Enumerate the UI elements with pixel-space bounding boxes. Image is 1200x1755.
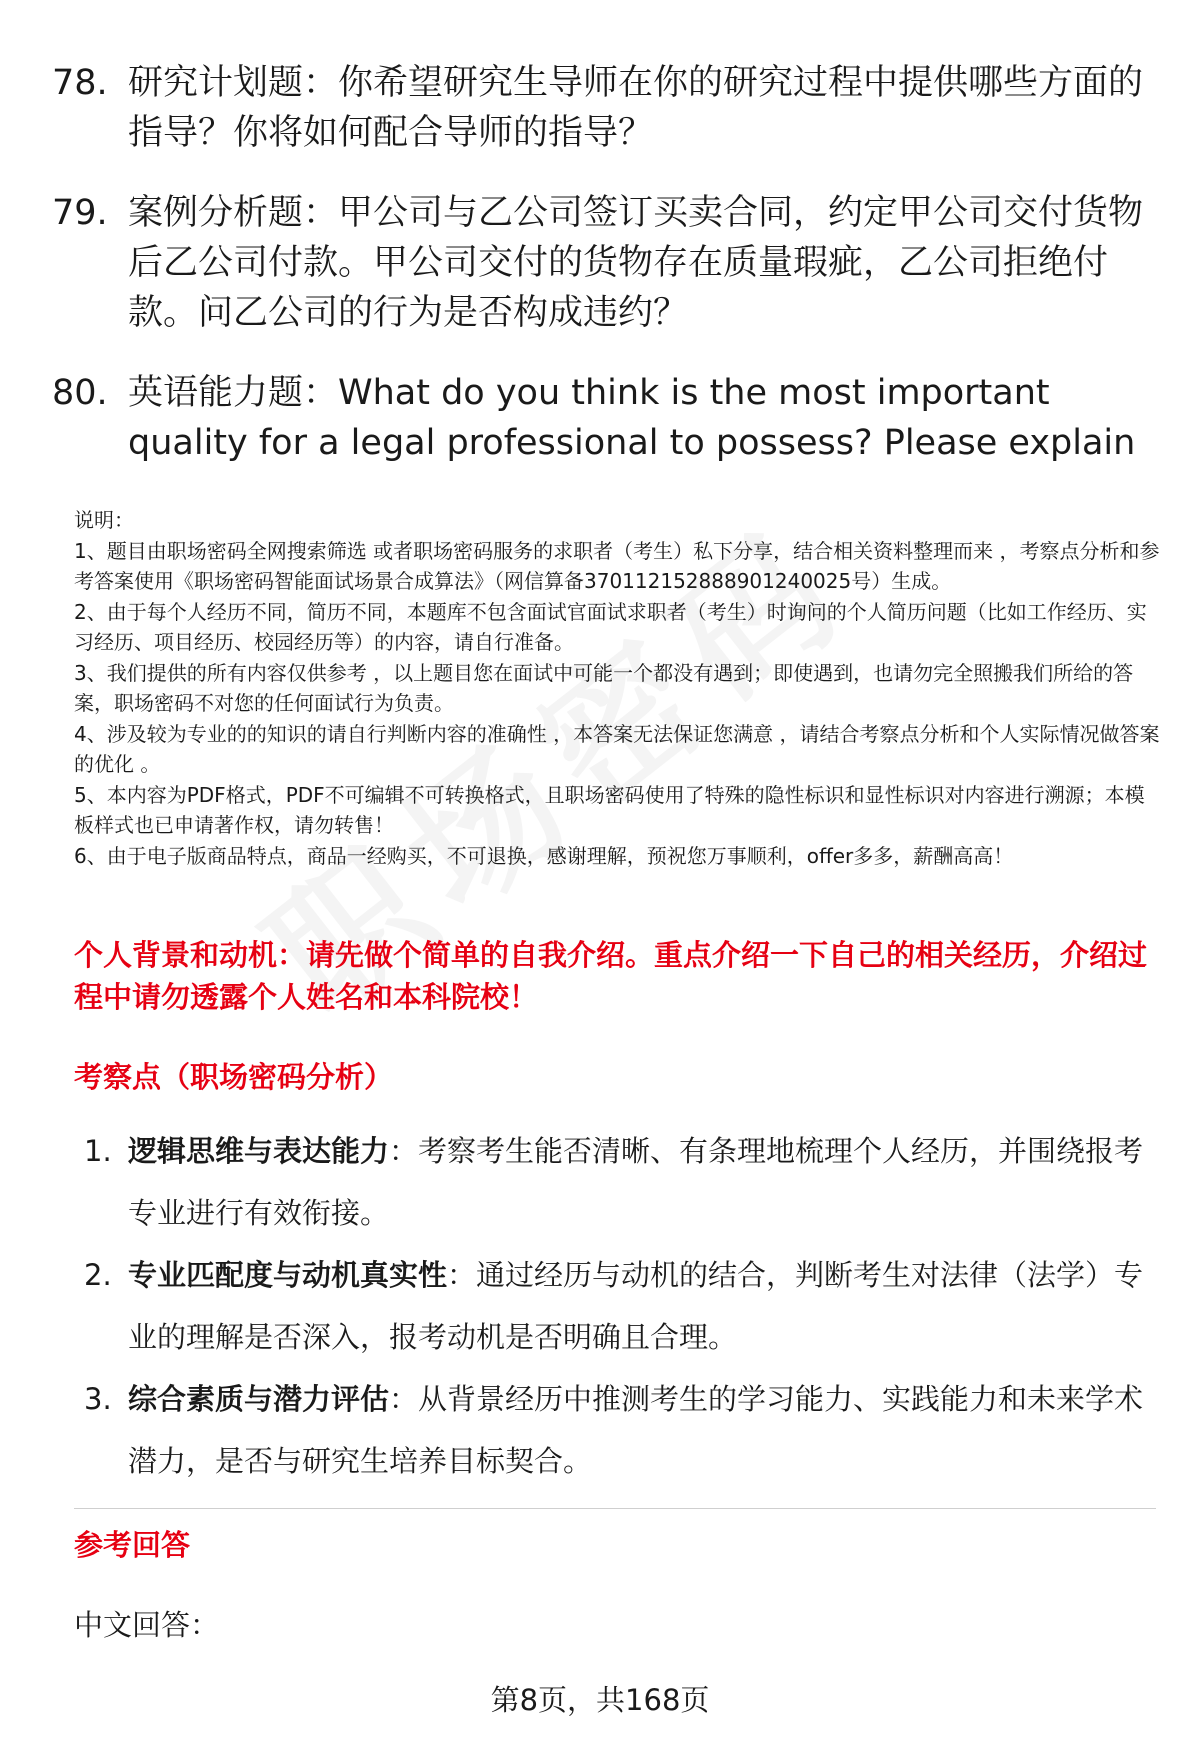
- question-text: 研究计划题：你希望研究生导师在你的研究过程中提供哪些方面的指导？你将如何配合导师的指导？: [128, 63, 1144, 153]
- note-item: 3、我们提供的所有内容仅供参考 ，以上题目您在面试中可能一个都没有遇到；即使遇到，也请勿完全照搬我们所给的答案，职场密码不对您的任何面试行为负责。: [74, 660, 1134, 715]
- question-item: [52, 58, 1152, 158]
- note-item: 6、由于电子版商品特点，商品一经购买，不可退换，感谢理解，预祝您万事顺利，offer多多，薪酬高高！: [74, 843, 1014, 868]
- question-text: 英语能力题：What do you think is the most important quality for a legal professional to possess? Please explain: [128, 373, 1136, 463]
- analysis-title: 考察点（职场密码分析）: [74, 1060, 394, 1094]
- question-number: 80.: [52, 373, 108, 413]
- section-divider: [74, 1508, 1156, 1509]
- page-footer: 第8页，共168页: [490, 1683, 710, 1717]
- question-item: [52, 368, 1152, 468]
- focus-question-heading: 个人背景和动机：请先做个简单的自我介绍。重点介绍一下自己的相关经历，介绍过程中请勿透露个人姓名和本科院校！: [74, 938, 1148, 1014]
- point-text: ：考察考生能否清晰、有条理地梳理个人经历，并围绕报考专业进行有效衔接。: [128, 1134, 1144, 1230]
- point-text: ：通过经历与动机的结合，判断考生对法律（法学）专业的理解是否深入，报考动机是否明确且合理。: [128, 1258, 1144, 1354]
- point-body: [128, 1120, 1154, 1244]
- note-item: 1、题目由职场密码全网搜索筛选 或者职场密码服务的求职者（考生）私下分享，结合相关资料整理而来 ，考察点分析和参考答案使用《职场密码智能面试场景合成算法》（网信算备370112152888901240025号）生成。: [74, 538, 1160, 593]
- point-heading: 逻辑思维与表达能力: [128, 1134, 390, 1168]
- notes-title: 说明：: [74, 508, 134, 532]
- point-text: ：从背景经历中推测考生的学习能力、实践能力和未来学术潜力，是否与研究生培养目标契合。: [128, 1382, 1144, 1478]
- analysis-point: [84, 1368, 1154, 1492]
- analysis-point: [84, 1120, 1154, 1244]
- note-item: 5、本内容为PDF格式，PDF不可编辑不可转换格式，且职场密码使用了特殊的隐性标识和显性标识对内容进行溯源；本模板样式也已申请著作权，请勿转售！: [74, 782, 1145, 837]
- notes-section: [74, 505, 1164, 871]
- analysis-points: [84, 1120, 1154, 1492]
- reference-answer-title: 参考回答: [74, 1528, 191, 1562]
- analysis-point: [84, 1244, 1154, 1368]
- note-item: 2、由于每个人经历不同，简历不同，本题库不包含面试官面试求职者（考生）时询问的个人简历问题（比如工作经历、实习经历、项目经历、校园经历等）的内容，请自行准备。: [74, 599, 1147, 654]
- question-number: 79.: [52, 193, 108, 233]
- point-number: 3.: [84, 1382, 112, 1416]
- note-item: 4、涉及较为专业的的知识的请自行判断内容的准确性 ，本答案无法保证您满意 ，请结合考察点分析和个人实际情况做答案的优化 。: [74, 721, 1160, 776]
- question-item: [52, 188, 1152, 338]
- point-body: [128, 1368, 1154, 1492]
- point-number: 1.: [84, 1134, 112, 1168]
- question-text: 案例分析题：甲公司与乙公司签订买卖合同，约定甲公司交付货物后乙公司付款。甲公司交付的货物存在质量瑕疵，乙公司拒绝付款。问乙公司的行为是否构成违约？: [128, 193, 1144, 333]
- point-heading: 专业匹配度与动机真实性: [128, 1258, 448, 1292]
- point-body: [128, 1244, 1154, 1368]
- chinese-answer-label: 中文回答：: [74, 1608, 220, 1642]
- point-heading: 综合素质与潜力评估: [128, 1382, 390, 1416]
- question-list: [52, 58, 1152, 498]
- point-number: 2.: [84, 1258, 112, 1292]
- question-number: 78.: [52, 63, 108, 103]
